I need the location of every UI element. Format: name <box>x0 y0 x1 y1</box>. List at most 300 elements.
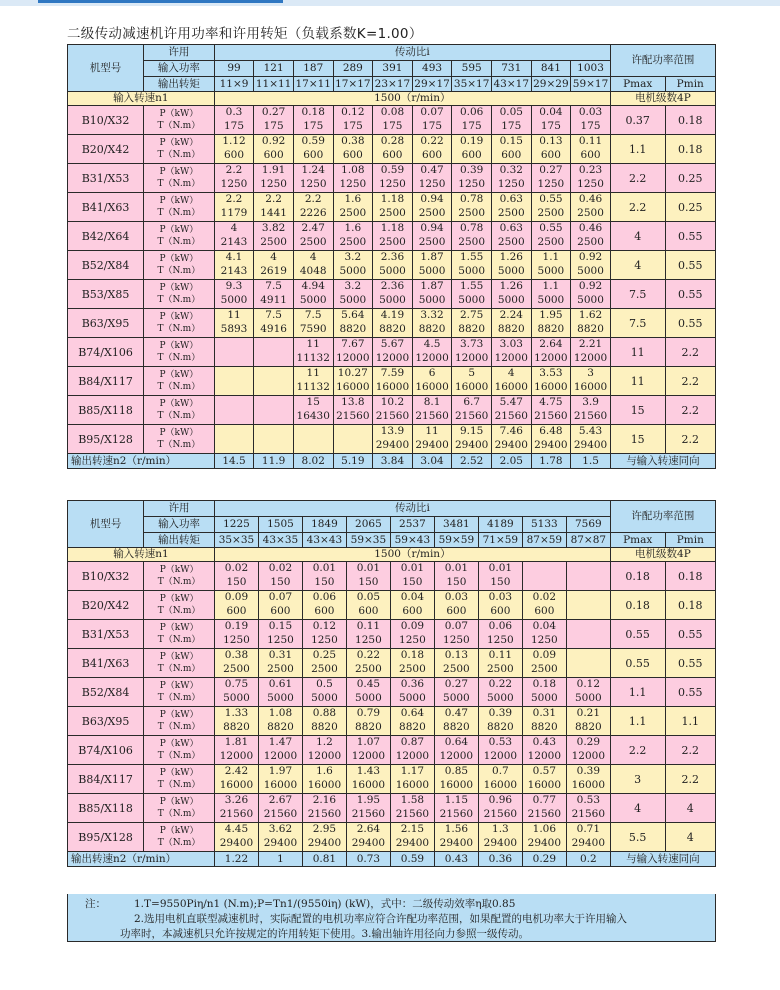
torque-unit-label: T（N.m） <box>157 208 201 218</box>
power-value: 3.03 <box>499 338 523 351</box>
torque-value: 1250 <box>379 178 406 190</box>
torque-unit-label: T（N.m） <box>157 179 201 189</box>
value-cell <box>434 736 478 765</box>
power-value: 1.26 <box>499 251 523 264</box>
value-cell <box>571 338 611 367</box>
notes-box <box>67 894 716 942</box>
table-row <box>68 765 716 794</box>
torque-value: 29400 <box>375 439 410 451</box>
torque-value: 600 <box>314 605 335 617</box>
torque-value: 600 <box>358 605 379 617</box>
torque-value: 8820 <box>339 323 367 335</box>
value-cell <box>452 425 492 454</box>
output-speed-value: 0.2 <box>566 852 610 867</box>
power-value: 3.9 <box>582 396 599 409</box>
power-value: 1.6 <box>316 765 333 778</box>
same-direction-note: 与输入转速同向 <box>610 852 715 867</box>
value-cell <box>522 823 566 852</box>
power-value: 2.67 <box>268 794 293 807</box>
power-value: 0.09 <box>224 591 249 604</box>
value-cell <box>566 678 610 707</box>
power-value: 0.71 <box>576 823 601 836</box>
power-value: 0.19 <box>459 135 484 148</box>
value-cell <box>478 562 522 591</box>
torque-value: 150 <box>270 576 291 588</box>
model-cell: B95/X128 <box>68 425 144 454</box>
power-value: 10.27 <box>337 367 368 380</box>
torque-value: 8820 <box>577 323 604 335</box>
value-cell <box>571 309 611 338</box>
power-value: 5.47 <box>499 396 523 409</box>
power-value: 1.6 <box>344 193 362 206</box>
torque-value: 2500 <box>458 207 486 219</box>
torque-value: 8820 <box>399 721 426 733</box>
value-cell <box>571 222 611 251</box>
value-cell <box>214 562 258 591</box>
power-value: 1.87 <box>420 251 444 264</box>
power-value: 4.94 <box>301 280 325 293</box>
torque-value: 1250 <box>355 634 382 646</box>
unit-label-cell <box>144 591 215 620</box>
power-value: 0.7 <box>492 765 509 778</box>
power-value: 3.53 <box>539 367 563 380</box>
ratio-expression: 17×17 <box>333 77 373 92</box>
value-cell <box>293 367 333 396</box>
pmax-cell: 0.55 <box>610 649 665 678</box>
value-cell <box>302 823 346 852</box>
power-value: 0.75 <box>224 678 249 691</box>
torque-value: 29400 <box>395 837 430 849</box>
output-speed-value: 3.04 <box>412 454 452 469</box>
value-cell <box>412 251 452 280</box>
table-row <box>68 736 716 765</box>
torque-value: 1179 <box>220 207 248 219</box>
pmax-cell: 1.1 <box>610 135 665 164</box>
value-cell <box>566 707 610 736</box>
ratio-value: 99 <box>214 61 254 77</box>
table-row <box>68 591 716 620</box>
value-cell <box>373 106 413 135</box>
pmin-cell: 0.18 <box>665 562 715 591</box>
output-speed-value: 2.52 <box>452 454 492 469</box>
torque-value: 600 <box>342 149 363 161</box>
value-cell <box>412 367 452 396</box>
torque-value: 8820 <box>267 721 294 733</box>
unit-label-cell <box>144 620 215 649</box>
power-value: 0.87 <box>400 736 425 749</box>
output-speed-value: 1.22 <box>214 852 258 867</box>
value-cell <box>390 765 434 794</box>
output-speed-value: 1.5 <box>571 454 611 469</box>
input-speed-value: 1500（r/min） <box>214 92 610 106</box>
torque-unit-label: T（N.m） <box>157 440 201 450</box>
torque-value: 5000 <box>574 692 602 704</box>
power-value: 0.27 <box>444 678 469 691</box>
value-cell <box>346 678 390 707</box>
unit-label-cell <box>144 367 215 396</box>
torque-value: 29400 <box>527 837 562 849</box>
power-value: 7.46 <box>499 425 523 438</box>
torque-value: 16000 <box>571 779 606 791</box>
pmin-cell: 0.18 <box>665 591 715 620</box>
value-cell <box>293 251 333 280</box>
value-cell <box>478 649 522 678</box>
torque-value: 1250 <box>220 178 248 190</box>
torque-value: 5000 <box>487 692 514 704</box>
power-value: 0.03 <box>578 106 603 119</box>
power-value: 0.53 <box>576 794 601 807</box>
pmin-header: Pmin <box>665 533 715 548</box>
value-cell <box>452 222 492 251</box>
power-value: 0.79 <box>356 707 381 720</box>
power-value: 15 <box>306 396 320 409</box>
torque-value: 12000 <box>307 750 342 762</box>
power-value: 0.38 <box>341 135 365 148</box>
power-value: 0.3 <box>225 106 243 119</box>
torque-value: 16000 <box>573 381 608 393</box>
torque-value: 12000 <box>494 352 528 364</box>
power-value: 0.53 <box>488 736 513 749</box>
value-cell <box>214 135 254 164</box>
pmax-cell: 0.55 <box>610 620 665 649</box>
value-cell <box>258 649 302 678</box>
value-cell <box>293 338 333 367</box>
value-cell <box>346 823 390 852</box>
output-speed-value: 5.19 <box>333 454 373 469</box>
torque-unit-label: T（N.m） <box>157 780 201 790</box>
value-cell <box>522 736 566 765</box>
model-cell: B41/X63 <box>68 193 144 222</box>
unit-label-cell <box>144 678 215 707</box>
value-cell <box>214 222 254 251</box>
torque-value: 8820 <box>497 323 525 335</box>
torque-value: 5000 <box>458 294 486 306</box>
value-cell <box>254 222 294 251</box>
pmax-cell: 2.2 <box>610 193 665 222</box>
input-speed-row <box>68 548 716 562</box>
output-speed-value: 0.29 <box>522 852 566 867</box>
ratio-value: 2065 <box>346 517 390 533</box>
torque-value: 2500 <box>223 663 250 675</box>
torque-value: 12000 <box>527 750 562 762</box>
power-value: 0.19 <box>224 620 249 633</box>
power-value: 0.47 <box>444 707 469 720</box>
power-value: 4 <box>309 251 317 264</box>
ratio-expression: 59×17 <box>571 77 611 92</box>
power-value: 4.1 <box>225 251 243 264</box>
torque-value: 1250 <box>458 178 486 190</box>
pmin-cell: 0.25 <box>665 193 716 222</box>
torque-value: 5000 <box>379 294 406 306</box>
power-value: 0.94 <box>420 222 444 235</box>
model-cell: B63/X95 <box>68 707 144 736</box>
torque-value: 8820 <box>379 323 406 335</box>
torque-value: 1250 <box>223 634 250 646</box>
value-cell <box>390 562 434 591</box>
unit-label-cell <box>144 251 215 280</box>
value-cell <box>434 591 478 620</box>
value-cell <box>452 396 492 425</box>
torque-value: 2143 <box>220 265 248 277</box>
notes-label: 注： <box>85 898 106 910</box>
value-cell <box>373 164 413 193</box>
ratio-value: 1003 <box>571 61 611 77</box>
power-unit-label: P（kW） <box>159 369 199 380</box>
ratio-value: 289 <box>333 61 373 77</box>
power-value: 2.2 <box>225 193 243 206</box>
value-cell <box>373 251 413 280</box>
torque-value: 175 <box>303 120 324 132</box>
power-value: 0.23 <box>578 164 603 177</box>
value-cell <box>491 309 531 338</box>
value-cell <box>434 649 478 678</box>
power-unit-label: P（kW） <box>159 738 199 749</box>
value-cell <box>531 396 571 425</box>
torque-value: 21560 <box>573 410 608 422</box>
torque-value: 12000 <box>534 352 568 364</box>
power-value: 2.16 <box>312 794 337 807</box>
torque-unit-label: T（N.m） <box>157 324 201 334</box>
pmax-cell: 3 <box>610 765 665 794</box>
torque-value: 8820 <box>355 721 382 733</box>
ratio-expression: 17×11 <box>293 77 333 92</box>
pmin-cell: 0.55 <box>665 309 716 338</box>
value-cell <box>434 620 478 649</box>
torque-value: 600 <box>501 149 522 161</box>
torque-value: 2500 <box>355 663 382 675</box>
torque-value: 5000 <box>530 692 558 704</box>
model-cell: B74/X106 <box>68 338 144 367</box>
pmax-cell: 15 <box>610 396 665 425</box>
value-cell <box>373 367 413 396</box>
value-cell <box>302 736 346 765</box>
value-cell <box>452 367 492 396</box>
torque-value: 29400 <box>263 837 298 849</box>
value-cell <box>491 222 531 251</box>
torque-value: 5000 <box>339 294 367 306</box>
output-speed-value: 1.78 <box>531 454 571 469</box>
torque-value: 5000 <box>497 294 525 306</box>
unit-label-cell <box>144 736 215 765</box>
power-unit-label: P（kW） <box>159 398 199 409</box>
torque-value: 175 <box>501 120 522 132</box>
torque-value: 16000 <box>415 381 449 393</box>
power-value: 0.43 <box>532 736 557 749</box>
power-value: 0.25 <box>312 649 337 662</box>
torque-value: 12000 <box>439 750 474 762</box>
torque-value: 600 <box>422 149 443 161</box>
value-cell <box>452 135 492 164</box>
value-cell <box>214 338 254 367</box>
power-value: 1.56 <box>444 823 469 836</box>
value-cell <box>214 649 258 678</box>
torque-value: 16000 <box>307 779 342 791</box>
model-cell: B31/X53 <box>68 164 144 193</box>
output-speed-value: 0.59 <box>390 852 434 867</box>
power-value: 2.47 <box>301 222 325 235</box>
value-cell <box>571 367 611 396</box>
power-value: 7.59 <box>380 367 405 380</box>
table-row <box>68 707 716 736</box>
torque-value: 600 <box>382 149 403 161</box>
value-cell <box>522 562 566 591</box>
power-value: 0.07 <box>420 106 444 119</box>
power-value: 0.04 <box>532 620 557 633</box>
top-accent-line <box>38 0 283 3</box>
value-cell <box>571 106 611 135</box>
power-value: 0.22 <box>488 678 513 691</box>
value-cell <box>452 338 492 367</box>
power-value: 6.48 <box>539 425 563 438</box>
model-cell: B85/X118 <box>68 396 144 425</box>
ratio-expression: 87×87 <box>566 533 610 548</box>
power-value: 0.32 <box>499 164 523 177</box>
value-cell <box>531 164 571 193</box>
table-row <box>68 193 716 222</box>
torque-value: 2500 <box>299 236 327 248</box>
torque-value: 12000 <box>351 750 386 762</box>
value-cell <box>390 707 434 736</box>
pmax-cell: 0.18 <box>610 562 665 591</box>
torque-value: 1250 <box>537 178 565 190</box>
output-speed-label: 输出转速n2（r/min） <box>68 454 215 469</box>
unit-label-cell <box>144 222 215 251</box>
torque-value: 11132 <box>296 381 330 393</box>
power-value: 3 <box>587 367 594 380</box>
motor-poles: 电机级数4P <box>610 92 715 106</box>
value-cell <box>302 678 346 707</box>
torque-value: 150 <box>358 576 379 588</box>
torque-value: 1250 <box>311 634 338 646</box>
torque-value: 1250 <box>339 178 367 190</box>
ratio-header: 传动比i <box>214 45 610 61</box>
pmax-cell: 11 <box>610 367 665 396</box>
model-cell: B10/X32 <box>68 562 144 591</box>
power-value: 0.64 <box>444 736 469 749</box>
power-value: 0.05 <box>356 591 381 604</box>
power-value: 4 <box>230 222 238 235</box>
value-cell <box>346 765 390 794</box>
power-value: 0.39 <box>488 707 513 720</box>
torque-value: 12000 <box>571 750 606 762</box>
table-row <box>68 309 716 338</box>
torque-value: 2500 <box>443 663 470 675</box>
power-value: 0.55 <box>539 193 563 206</box>
allow-header: 许用 <box>144 501 215 517</box>
value-cell <box>293 164 333 193</box>
torque-unit-label: T（N.m） <box>157 693 201 703</box>
pmin-cell: 2.2 <box>665 396 716 425</box>
power-value: 0.12 <box>576 678 601 691</box>
value-cell <box>346 794 390 823</box>
model-cell: B20/X42 <box>68 135 144 164</box>
torque-value: 12000 <box>219 750 254 762</box>
torque-value: 16000 <box>351 779 386 791</box>
torque-value: 1250 <box>418 178 446 190</box>
torque-value: 2500 <box>418 236 446 248</box>
torque-value: 1250 <box>267 634 294 646</box>
power-value: 1.55 <box>459 280 484 293</box>
value-cell <box>333 193 373 222</box>
model-cell: B31/X53 <box>68 620 144 649</box>
input-speed-label: 输入转速n1 <box>68 548 215 562</box>
torque-value: 600 <box>580 149 601 161</box>
value-cell <box>434 707 478 736</box>
torque-value: 2500 <box>379 236 406 248</box>
table-row <box>68 823 716 852</box>
value-cell <box>412 338 452 367</box>
power-unit-label: P（kW） <box>159 108 199 119</box>
same-direction-note: 与输入转速同向 <box>610 454 715 469</box>
power-unit-label: P（kW） <box>159 427 199 438</box>
torque-value: 2500 <box>497 236 525 248</box>
torque-value: 12000 <box>336 352 370 364</box>
torque-value: 29400 <box>307 837 342 849</box>
table-row <box>68 280 716 309</box>
model-cell: B84/X117 <box>68 765 144 794</box>
value-cell <box>491 280 531 309</box>
torque-value: 8820 <box>458 323 486 335</box>
ratio-value: 1225 <box>214 517 258 533</box>
pmin-cell: 0.18 <box>665 135 716 164</box>
torque-value: 5000 <box>220 294 248 306</box>
power-value: 0.5 <box>316 678 333 691</box>
torque-value: 150 <box>402 576 423 588</box>
input-power-header: 输入功率 <box>144 61 215 77</box>
value-cell <box>254 425 294 454</box>
model-cell: B63/X95 <box>68 309 144 338</box>
value-cell <box>566 562 610 591</box>
torque-value: 5000 <box>577 265 604 277</box>
pmax-cell: 15 <box>610 425 665 454</box>
ratio-value: 187 <box>293 61 333 77</box>
torque-value: 2500 <box>458 236 486 248</box>
power-value: 2.36 <box>380 251 405 264</box>
torque-value: 2500 <box>418 207 446 219</box>
power-value: 0.22 <box>356 649 381 662</box>
ratio-expression: 71×59 <box>478 533 522 548</box>
unit-label-cell <box>144 707 215 736</box>
power-value: 2.2 <box>265 193 282 206</box>
value-cell <box>452 193 492 222</box>
value-cell <box>333 367 373 396</box>
input-speed-value: 1500（r/min） <box>214 548 610 562</box>
torque-value: 2226 <box>299 207 327 219</box>
power-value: 0.12 <box>312 620 337 633</box>
value-cell <box>214 309 254 338</box>
torque-value: 21560 <box>571 808 606 820</box>
torque-value: 5000 <box>418 265 446 277</box>
torque-value: 175 <box>263 120 284 132</box>
output-speed-value: 0.36 <box>478 852 522 867</box>
power-unit-label: P（kW） <box>159 680 199 691</box>
value-cell <box>258 591 302 620</box>
torque-value: 5000 <box>223 692 250 704</box>
torque-value: 2500 <box>487 663 514 675</box>
power-value: 0.63 <box>499 222 523 235</box>
power-value: 0.08 <box>380 106 405 119</box>
torque-value: 8820 <box>487 721 514 733</box>
torque-value: 16430 <box>296 410 330 422</box>
torque-value: 21560 <box>454 410 489 422</box>
power-value: 1.3 <box>492 823 509 836</box>
torque-value: 2500 <box>260 236 287 248</box>
pmax-cell: 0.18 <box>610 591 665 620</box>
torque-value: 8820 <box>537 323 565 335</box>
value-cell <box>302 707 346 736</box>
power-value: 1.17 <box>400 765 425 778</box>
input-speed-row <box>68 92 716 106</box>
